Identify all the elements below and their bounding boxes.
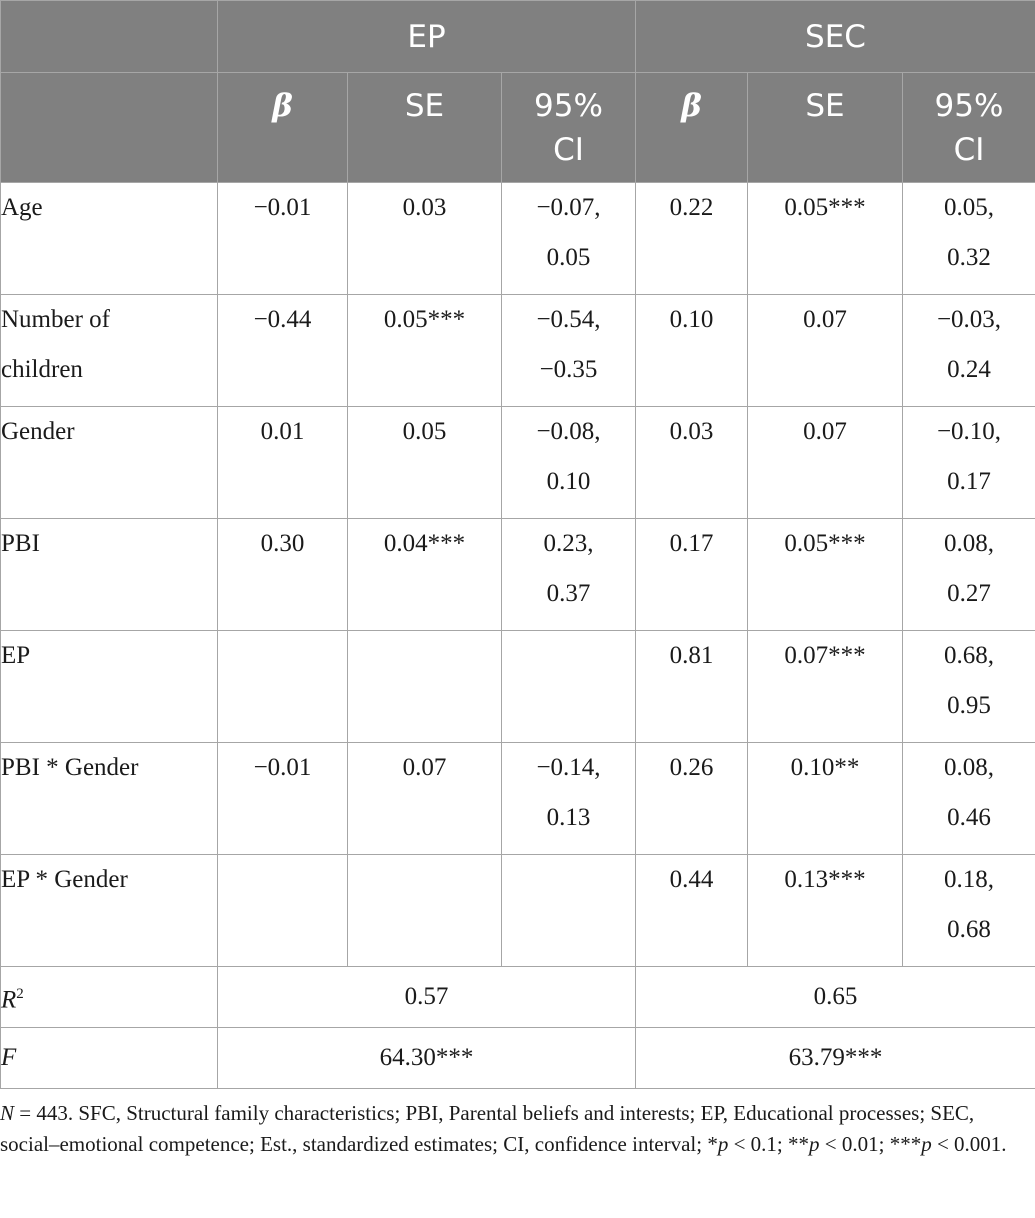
row-label: Age [1,183,218,295]
table-body [1,183,1035,1089]
header-ep-beta: β [218,73,348,183]
sec-se-cell: 0.10** [748,743,903,855]
sec-ci-cell: 0.08, 0.27 [903,519,1035,631]
sec-se-cell: 0.13*** [748,855,903,967]
ep-beta-cell [218,631,348,743]
r2-label: $R^2$ [1,967,218,1028]
table-row [1,631,1035,743]
sec-beta-cell: 0.81 [636,631,748,743]
row-label: PBI [1,519,218,631]
sec-beta-cell: 0.10 [636,295,748,407]
ep-beta-cell: 0.01 [218,407,348,519]
sec-se-cell: 0.05*** [748,183,903,295]
f-ep-value: 64.30*** [218,1028,636,1089]
header-sec-se: SE [748,73,903,183]
ep-se-cell: 0.03 [348,183,502,295]
ep-se-cell [348,631,502,743]
r2-row [1,967,1035,1028]
ep-beta-cell: −0.01 [218,743,348,855]
table-row [1,519,1035,631]
ep-beta-cell [218,855,348,967]
sec-beta-cell: 0.17 [636,519,748,631]
sec-ci-cell: 0.18, 0.68 [903,855,1035,967]
ep-se-cell [348,855,502,967]
sec-ci-cell: 0.68, 0.95 [903,631,1035,743]
sec-ci-cell: −0.03, 0.24 [903,295,1035,407]
header-corner [1,1,218,73]
sec-beta-cell: 0.26 [636,743,748,855]
sec-beta-cell: 0.22 [636,183,748,295]
header-sec-beta: β [636,73,748,183]
sec-se-cell: 0.07 [748,407,903,519]
ep-ci-cell: 0.23, 0.37 [502,519,636,631]
header-sec-ci: 95% CI [903,73,1035,183]
table-row [1,183,1035,295]
f-sec-value: 63.79*** [636,1028,1035,1089]
r2-sec-value: 0.65 [636,967,1035,1028]
table-row [1,743,1035,855]
sec-beta-cell: 0.44 [636,855,748,967]
ep-ci-cell [502,855,636,967]
table-row [1,855,1035,967]
row-label: EP * Gender [1,855,218,967]
ep-beta-cell: −0.01 [218,183,348,295]
sec-se-cell: 0.07*** [748,631,903,743]
row-label: PBI * Gender [1,743,218,855]
ep-ci-cell: −0.07, 0.05 [502,183,636,295]
ep-se-cell: 0.04*** [348,519,502,631]
ep-beta-cell: 0.30 [218,519,348,631]
header-ep-se: SE [348,73,502,183]
header-corner-lower [1,73,218,183]
ep-ci-cell: −0.14, 0.13 [502,743,636,855]
row-label: Gender [1,407,218,519]
table-row [1,407,1035,519]
ep-se-cell: 0.07 [348,743,502,855]
f-row [1,1028,1035,1089]
sec-ci-cell: 0.05, 0.32 [903,183,1035,295]
ep-beta-cell: −0.44 [218,295,348,407]
sec-ci-cell: −0.10, 0.17 [903,407,1035,519]
sec-se-cell: 0.05*** [748,519,903,631]
table-footnote: N = 443. SFC, Structural family characteristics; PBI, Parental beliefs and interests; EP, Educational processes; SEC, social–emotional competence; Est., standardized estimates; CI, confidence interval; *p < 0.1; **p < 0.01; ***p < 0.001. [0,1101,1007,1156]
row-label: EP [1,631,218,743]
ep-ci-cell: −0.54, −0.35 [502,295,636,407]
sec-ci-cell: 0.08, 0.46 [903,743,1035,855]
header-group-ep: EP [218,1,636,73]
ep-ci-cell [502,631,636,743]
row-label: Number of children [1,295,218,407]
table-row [1,295,1035,407]
sec-beta-cell: 0.03 [636,407,748,519]
ep-se-cell: 0.05*** [348,295,502,407]
table-header [1,1,1035,183]
header-ep-ci: 95% CI [502,73,636,183]
ep-ci-cell: −0.08, 0.10 [502,407,636,519]
r2-ep-value: 0.57 [218,967,636,1028]
f-label: F [1,1028,218,1089]
header-group-sec: SEC [636,1,1035,73]
ep-se-cell: 0.05 [348,407,502,519]
sec-se-cell: 0.07 [748,295,903,407]
